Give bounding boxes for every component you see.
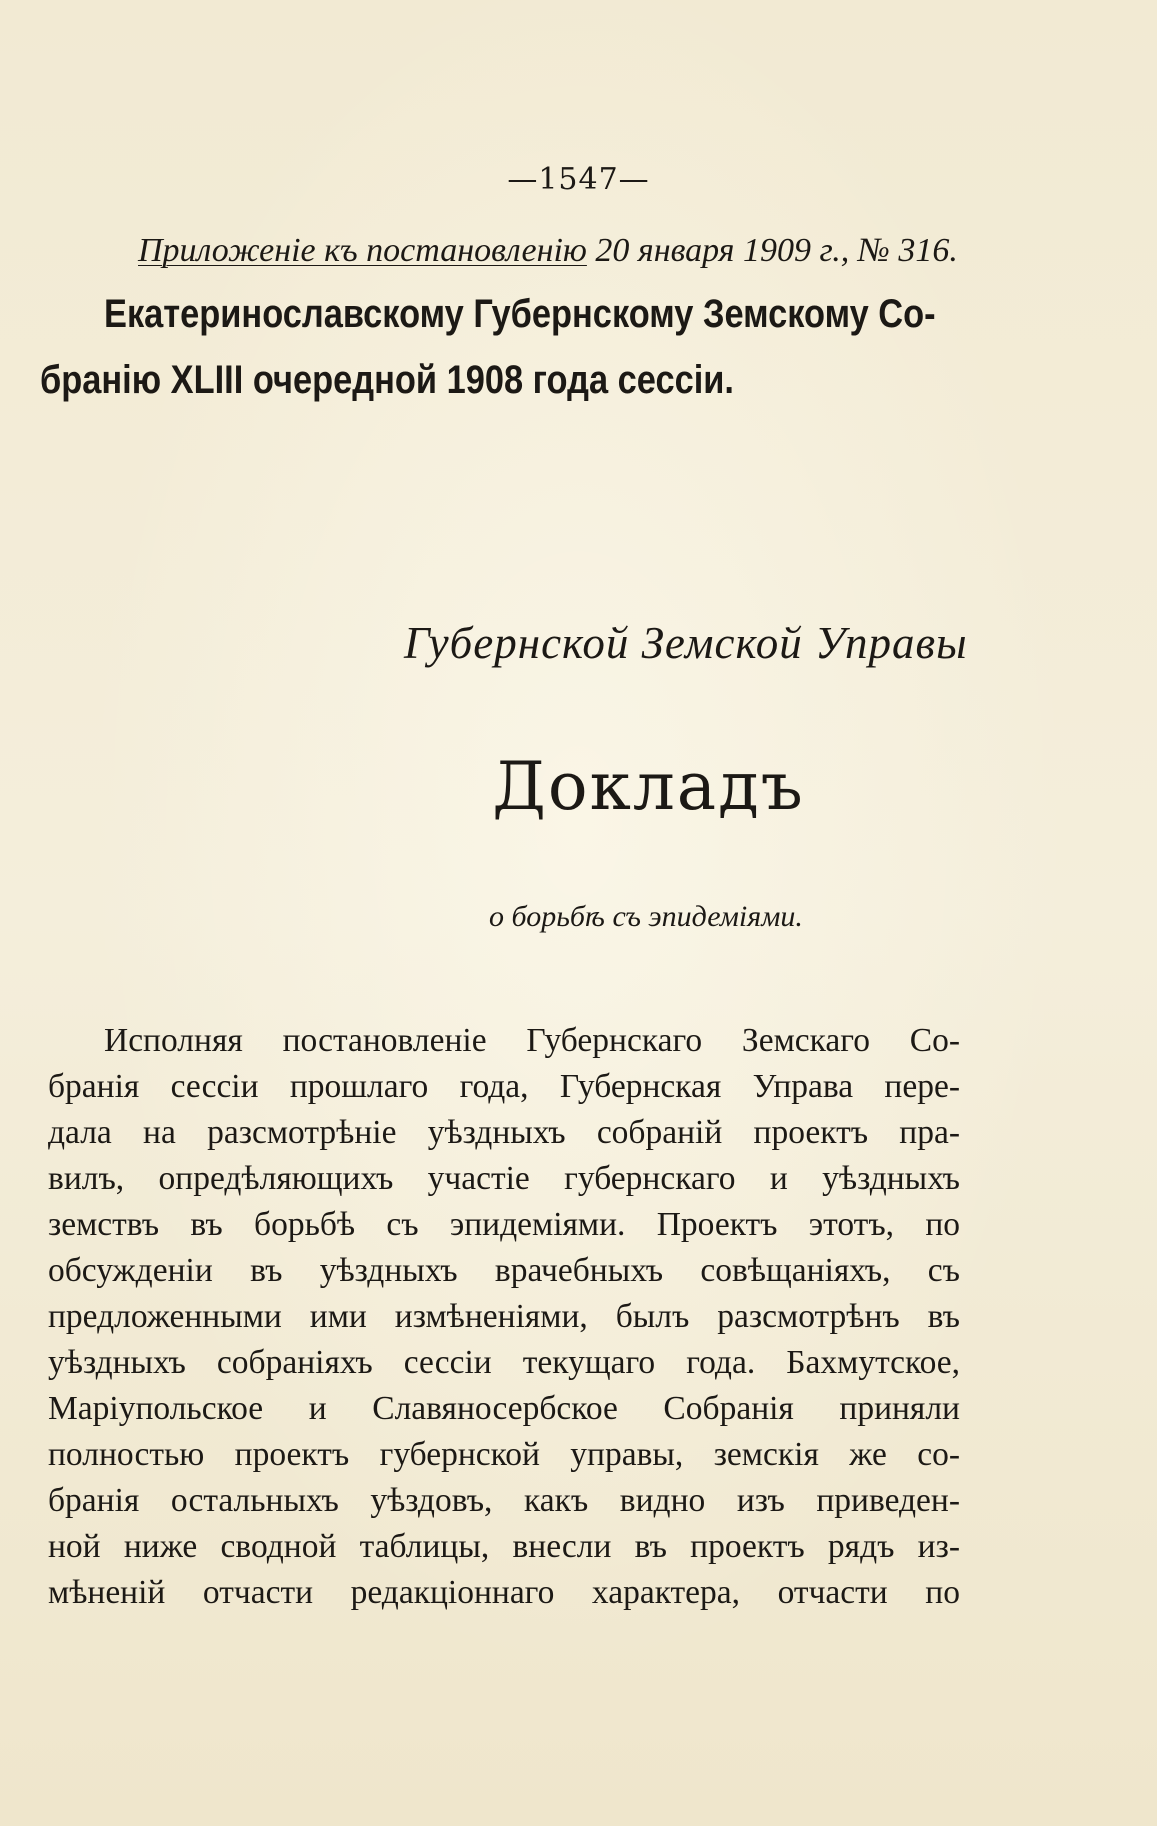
- body-line: вилъ, опредѣляющихъ участіе губернскаго и уѣздныхъ: [48, 1160, 960, 1197]
- body-line: ной ниже сводной таблицы, внесли въ проектъ рядъ из-: [48, 1528, 960, 1565]
- document-subtitle: о борьбѣ съ эпидеміями.: [489, 900, 803, 933]
- body-line: мѣненій отчасти редакціоннаго характера, отчасти по: [48, 1574, 960, 1611]
- document-title: Докладъ: [492, 748, 805, 825]
- body-line: Маріупольское и Славяносербское Собранія приняли: [48, 1390, 960, 1427]
- body-paragraph: [48, 1018, 960, 1616]
- heading-line-2: бранію XLIII очередной 1908 года сессіи.: [40, 358, 734, 402]
- appendix-note: [138, 232, 1038, 270]
- body-line: Исполняя постановленіе Губернскаго Земскаго Со-: [104, 1022, 960, 1059]
- body-line: уѣздныхъ собраніяхъ сессіи текущаго года. Бахмутское,: [48, 1344, 960, 1381]
- appendix-note-prefix: Приложеніе къ постановленію: [138, 232, 587, 269]
- body-line: полностью проектъ губернской управы, земскія же со-: [48, 1436, 960, 1473]
- body-line: бранія сессіи прошлаго года, Губернская Управа пере-: [48, 1068, 960, 1105]
- authority-heading: Губернской Земской Управы: [404, 618, 968, 668]
- body-line: бранія остальныхъ уѣздовъ, какъ видно изъ приведен-: [48, 1482, 960, 1519]
- body-line: дала на разсмотрѣніе уѣздныхъ собраній проектъ пра-: [48, 1114, 960, 1151]
- body-line: земствъ въ борьбѣ съ эпидеміями. Проектъ этотъ, по: [48, 1206, 960, 1243]
- body-line: обсужденіи въ уѣздныхъ врачебныхъ совѣщаніяхъ, съ: [48, 1252, 960, 1289]
- appendix-note-date: 20 января 1909 г.,: [595, 232, 850, 269]
- appendix-note-number: № 316.: [857, 232, 958, 269]
- heading-line-1: Екатеринославскому Губернскому Земскому Со-: [104, 292, 936, 336]
- body-line: предложенными ими измѣненіями, былъ разсмотрѣнъ въ: [48, 1298, 960, 1335]
- page-number: —1547—: [507, 162, 650, 197]
